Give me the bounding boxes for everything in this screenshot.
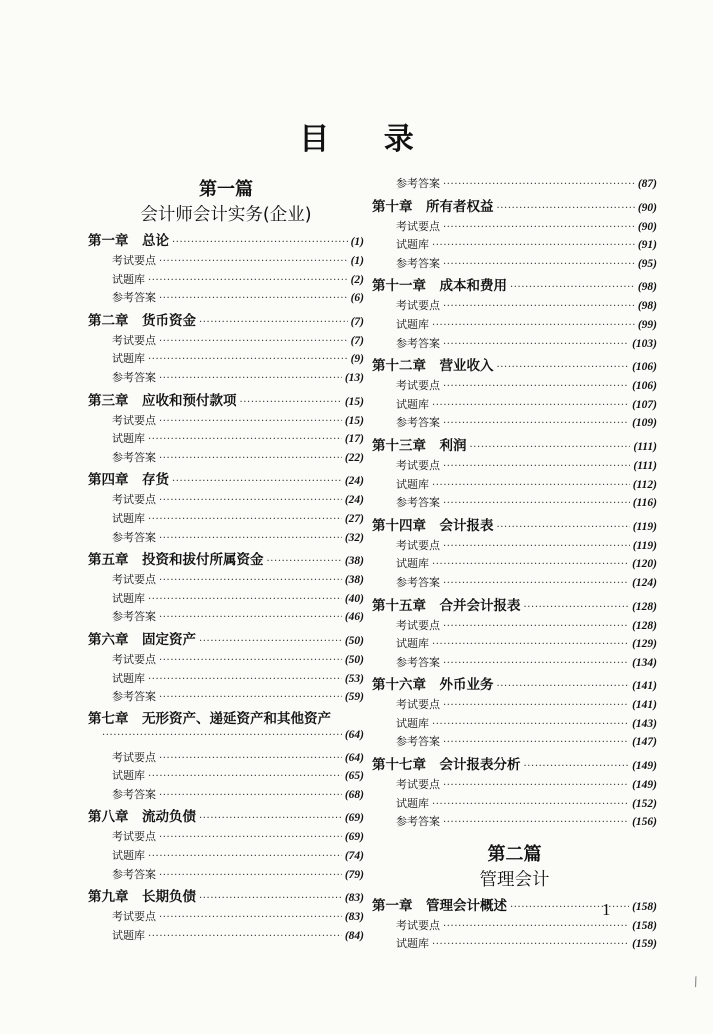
page-ref: (24) [344, 475, 364, 488]
toc-chapter[interactable] [372, 514, 657, 537]
toc-item[interactable]: 参考答案 ····· (156) [372, 813, 657, 832]
toc-item[interactable]: 考试要点 ····· (90) [372, 218, 657, 237]
toc-item[interactable]: 参考答案 ····· (22) [88, 449, 364, 468]
toc-item[interactable]: 考试要点 ····· (69) [88, 828, 364, 847]
toc-item[interactable]: 试题库 ····· (152) [372, 795, 657, 814]
toc-item[interactable]: 试题库 ····· (159) [372, 935, 657, 954]
toc-item[interactable]: 试题库 ····· (91) [372, 236, 657, 255]
toc-item[interactable]: 考试要点 ····· (7) [88, 332, 364, 351]
toc-item[interactable]: 考试要点 ····· (64) [88, 749, 364, 768]
toc-item[interactable]: 参考答案 ····· (124) [372, 574, 657, 593]
toc-chapter[interactable] [88, 229, 364, 252]
page-ref: (149) [632, 760, 657, 773]
chapter-title: 第一章 管理会计概述 [372, 897, 507, 914]
toc-item[interactable]: 参考答案 ····· (87) [372, 175, 657, 194]
toc-item[interactable]: 考试要点 ····· (158) [372, 917, 657, 936]
chapter-title: 第十三章 利润 [372, 437, 467, 454]
toc-item[interactable]: 参考答案 ····· (59) [88, 688, 364, 707]
toc-item[interactable]: 参考答案 ····· (32) [88, 529, 364, 548]
part-heading: 第二篇 [487, 843, 542, 865]
toc-item[interactable]: 参考答案 ····· (6) [88, 289, 364, 308]
toc-item[interactable]: 参考答案 ····· (147) [372, 733, 657, 752]
toc-item[interactable]: 考试要点 ····· (119) [372, 537, 657, 556]
toc-chapter[interactable] [88, 548, 364, 571]
chapter-title: 第十七章 会计报表分析 [372, 757, 521, 774]
toc-item[interactable]: 参考答案 ····· (79) [88, 866, 364, 885]
part-name: 管理会计 [479, 869, 550, 890]
chapter-title: 第十二章 营业收入 [372, 358, 494, 375]
chapter-title: 第一章 总论 [88, 233, 169, 249]
scan-mark-icon: ⁄ [691, 975, 701, 989]
toc-item[interactable]: 试题库 ····· (40) [88, 590, 364, 609]
page-ref: (83) [344, 892, 364, 905]
toc-item[interactable]: 试题库 ····· (107) [372, 396, 657, 415]
toc-item[interactable]: 参考答案 ····· (103) [372, 335, 657, 354]
toc-chapter[interactable] [372, 274, 657, 297]
page-title: 目 录 [299, 122, 436, 157]
toc-chapter[interactable] [372, 894, 657, 917]
chapter-title: 第十四章 会计报表 [372, 517, 494, 534]
page-ref: (119) [632, 520, 657, 533]
toc-item[interactable]: 考试要点 ····· (128) [372, 617, 657, 636]
chapter-title[interactable]: 第七章 无形资产、递延资产和其他资产 [88, 710, 331, 727]
chapter-title: 第八章 流动负债 [88, 809, 196, 826]
toc-item[interactable]: 试题库 ····· (84) [88, 927, 364, 946]
chapter-title: 第十五章 合并会计报表 [372, 597, 521, 614]
toc-item[interactable]: 试题库 ····· (27) [88, 510, 364, 529]
chapter-title: 第三章 应收和预付款项 [88, 392, 237, 409]
toc-item[interactable]: 考试要点 ····· (98) [372, 297, 657, 316]
toc-chapter[interactable] [88, 805, 364, 828]
part-heading: 第一篇 [199, 179, 253, 200]
page-ref: (90) [637, 201, 657, 214]
page-ref: (69) [344, 812, 364, 825]
page-ref: (15) [344, 395, 364, 408]
toc-item[interactable]: 参考答案 ····· (46) [88, 608, 364, 627]
toc-item[interactable]: 考试要点 ····· (1) [88, 252, 364, 271]
toc-chapter[interactable] [88, 389, 364, 412]
chapter-title: 第五章 投资和拔付所属资金 [88, 552, 264, 569]
toc-item[interactable]: 考试要点 ····· (15) [88, 412, 364, 431]
toc-chapter[interactable] [88, 885, 364, 908]
toc-item[interactable]: 试题库 ····· (99) [372, 316, 657, 335]
toc-item[interactable]: 试题库 ····· (53) [88, 670, 364, 689]
toc-item[interactable]: 试题库 ····· (17) [88, 430, 364, 449]
toc-item[interactable]: 考试要点 ····· (111) [372, 457, 657, 476]
toc-item[interactable]: 考试要点 ····· (149) [372, 776, 657, 795]
toc-item[interactable]: 参考答案 ····· (134) [372, 654, 657, 673]
toc-item[interactable]: 试题库 ····· (120) [372, 555, 657, 574]
toc-chapter[interactable] [372, 753, 657, 776]
chapter-title: 第十一章 成本和费用 [372, 278, 507, 295]
toc-chapter[interactable] [372, 434, 657, 457]
page-ref: (1) [350, 236, 364, 248]
toc-item[interactable]: 试题库 ····· (9) [88, 350, 364, 369]
toc-chapter[interactable] [88, 309, 364, 332]
toc-chapter[interactable] [372, 594, 657, 617]
chapter-title: 第十章 所有者权益 [372, 198, 494, 215]
chapter-title: 第十六章 外币业务 [372, 677, 494, 694]
part-name: 会计师会计实务(企业) [140, 205, 312, 225]
chapter-title: 第九章 长期负债 [88, 889, 196, 906]
page-ref: (38) [344, 555, 364, 568]
toc-item[interactable]: 参考答案 ····· (68) [88, 786, 364, 805]
toc-item[interactable]: 试题库 ····· (129) [372, 635, 657, 654]
toc-chapter-pageline[interactable] [88, 729, 364, 749]
page-ref: (98) [637, 281, 657, 294]
toc-chapter[interactable] [88, 628, 364, 651]
chapter-title: 第四章 存货 [88, 472, 169, 489]
toc-left-column [88, 175, 364, 945]
toc-chapter[interactable] [372, 195, 657, 218]
toc-chapter[interactable] [88, 468, 364, 491]
page-ref: (128) [632, 600, 657, 613]
page-ref: (158) [632, 900, 657, 913]
toc-item[interactable]: 考试要点 ····· (83) [88, 908, 364, 927]
toc-item[interactable]: 参考答案 ····· (95) [372, 255, 657, 274]
page-ref: (64) [344, 728, 364, 741]
page-ref: (106) [632, 361, 657, 374]
toc-item[interactable]: 考试要点 ····· (106) [372, 377, 657, 396]
page-ref: (50) [344, 634, 364, 647]
toc-chapter[interactable] [372, 354, 657, 377]
toc-item[interactable]: 考试要点 ····· (38) [88, 571, 364, 590]
toc-item[interactable]: 试题库 ····· (2) [88, 271, 364, 290]
toc-chapter[interactable] [372, 673, 657, 696]
page-ref: (111) [633, 440, 657, 453]
toc-item[interactable]: 考试要点 ····· (24) [88, 491, 364, 510]
toc-item[interactable]: 参考答案 ····· (116) [372, 494, 657, 513]
toc-item[interactable]: 考试要点 ····· (50) [88, 651, 364, 670]
page-ref: (141) [632, 680, 657, 693]
toc-item[interactable]: 试题库 ····· (143) [372, 715, 657, 734]
toc-item[interactable]: 试题库 ····· (74) [88, 847, 364, 866]
toc-item[interactable]: 试题库 ····· (65) [88, 767, 364, 786]
toc-item[interactable]: 参考答案 ····· (109) [372, 414, 657, 433]
page-number: 1 [602, 900, 611, 919]
page-ref: (7) [350, 315, 364, 328]
chapter-title: 第六章 固定资产 [88, 631, 196, 648]
toc-right-column [372, 175, 657, 954]
toc-item[interactable]: 参考答案 ····· (13) [88, 369, 364, 388]
chapter-title: 第二章 货币资金 [88, 312, 196, 329]
toc-item[interactable]: 考试要点 ····· (141) [372, 696, 657, 715]
toc-item[interactable]: 试题库 ····· (112) [372, 476, 657, 495]
